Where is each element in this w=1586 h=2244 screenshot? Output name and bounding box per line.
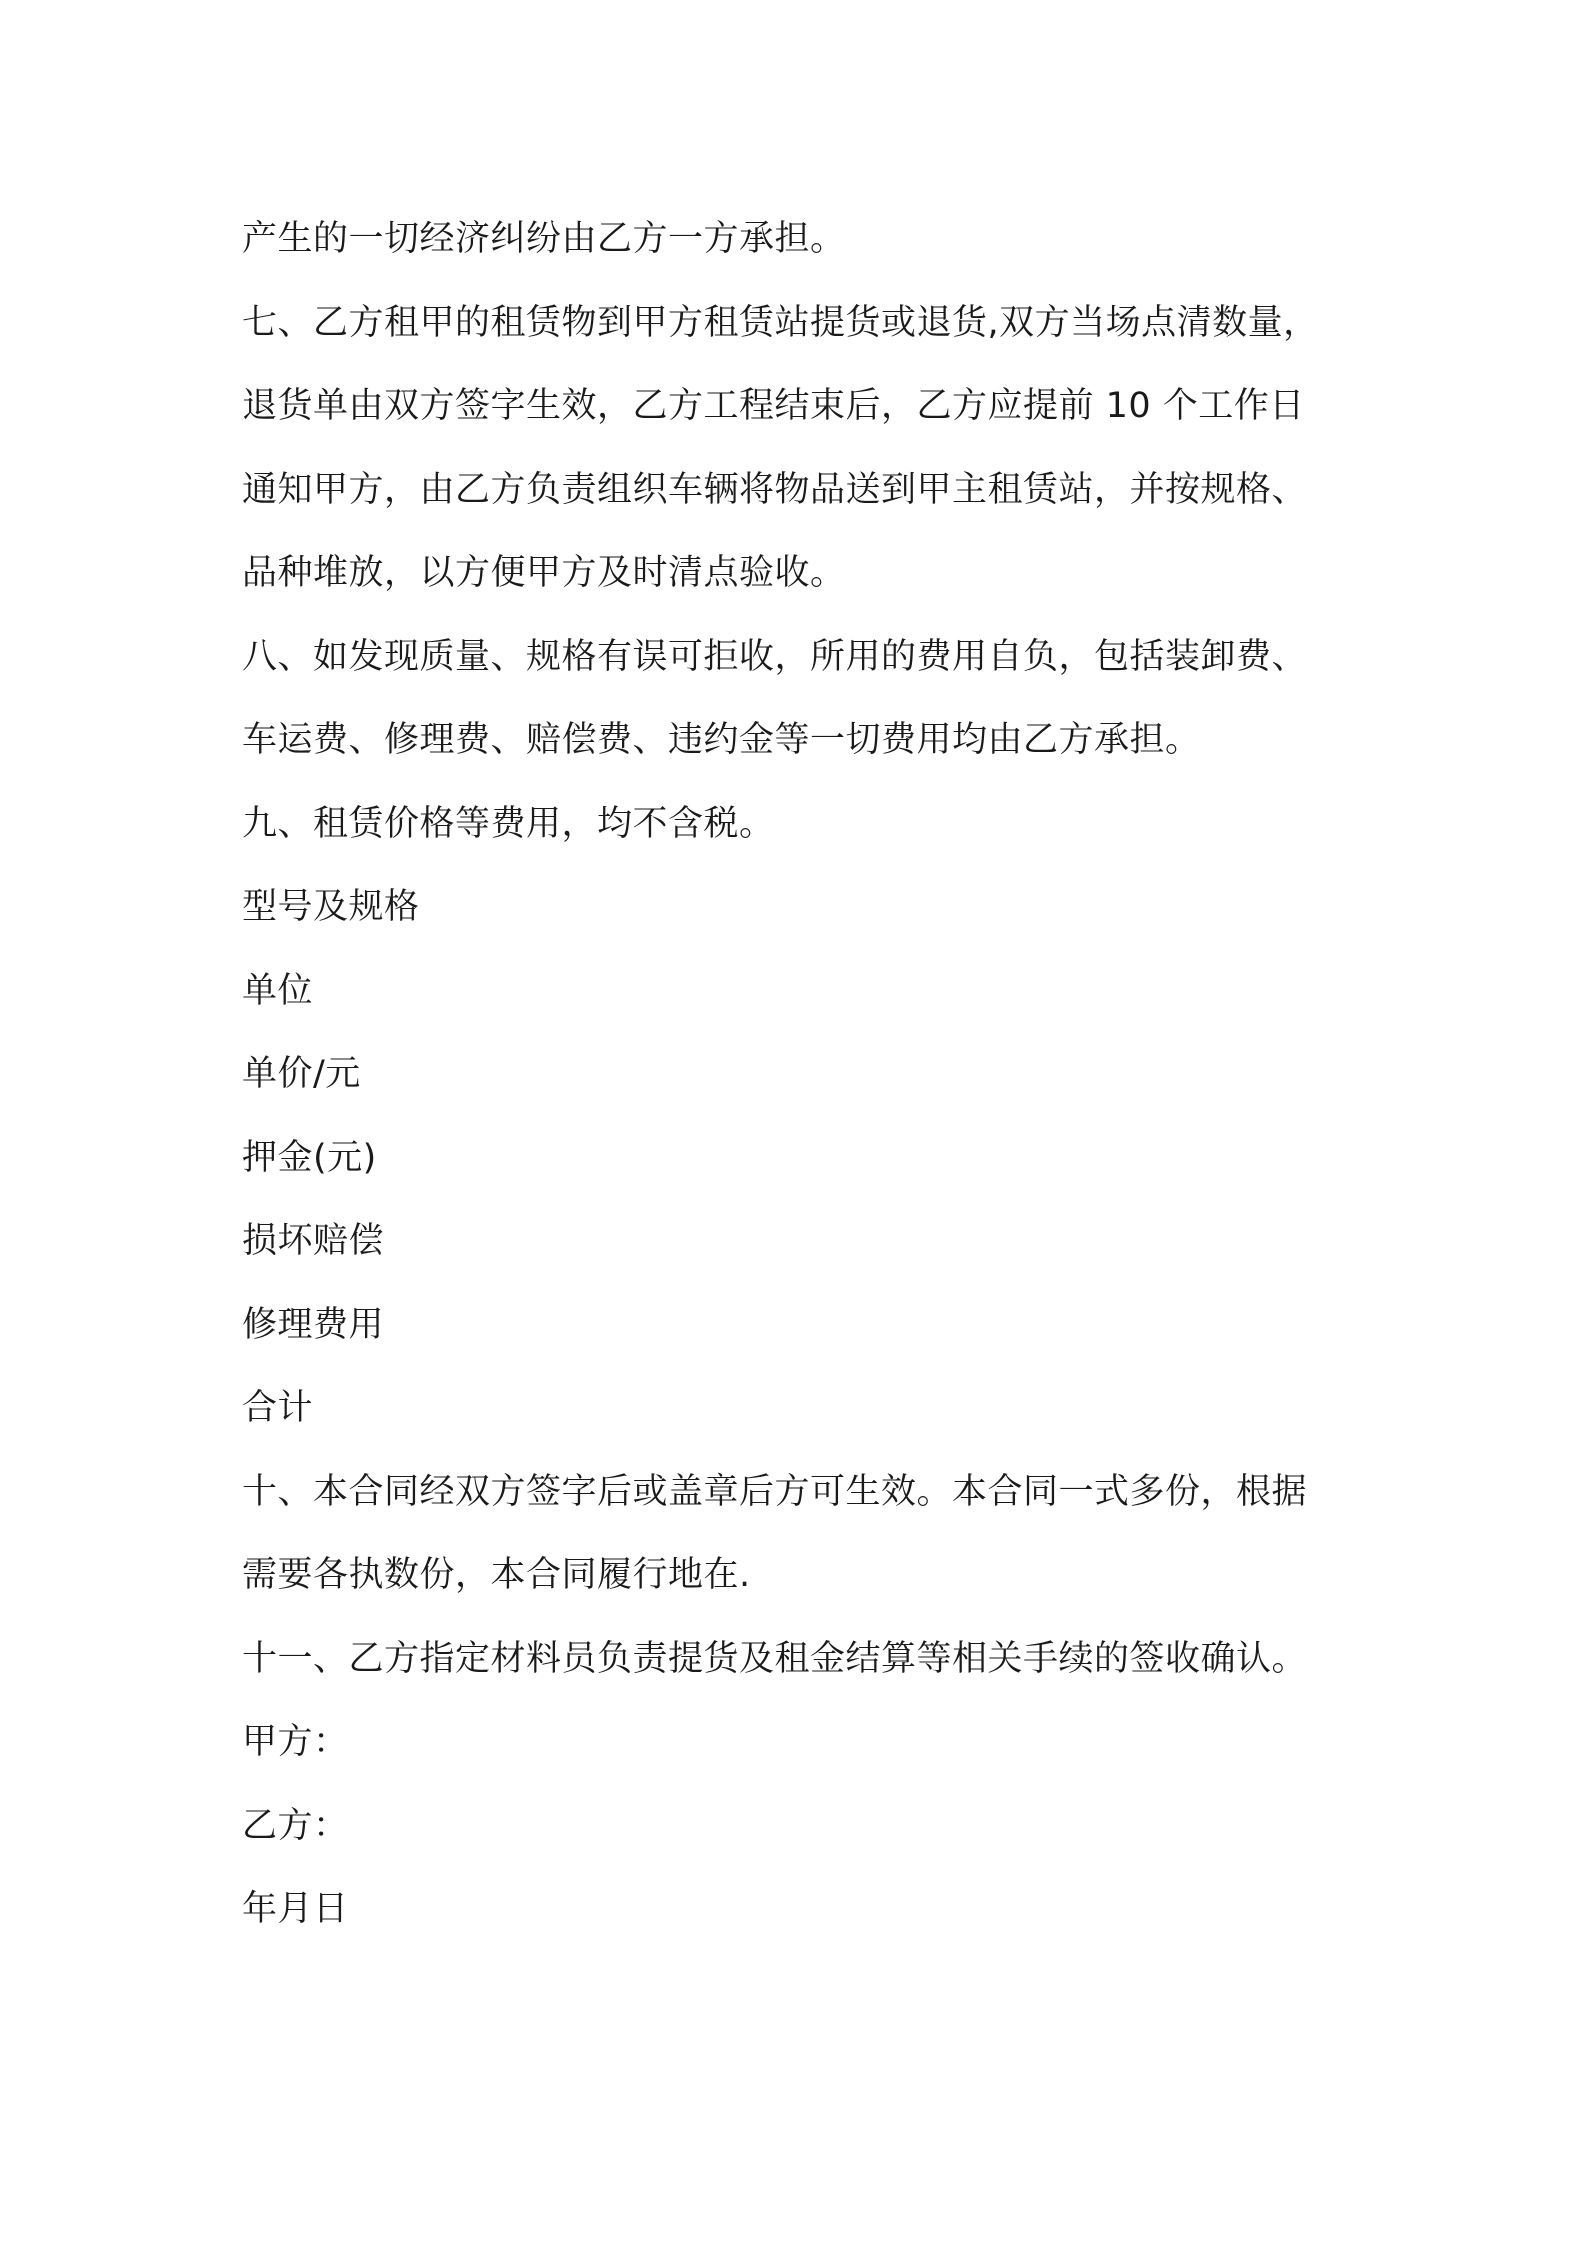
clause-9: 九、租赁价格等费用，均不含税。 <box>242 803 775 844</box>
signature-party-a: 甲方： <box>242 1722 349 1762</box>
signature-date: 年月日 <box>242 1889 349 1929</box>
clause-10-line-2: 需要各执数份，本合同履行地在. <box>242 1555 751 1595</box>
clause-8-line-1: 八、如发现质量、规格有误可拒收，所用的费用自负，包括装卸费、 <box>242 636 1308 677</box>
price-field-model-spec: 型号及规格 <box>242 887 420 927</box>
price-field-total: 合计 <box>242 1388 314 1428</box>
price-field-damage-compensation: 损坏赔偿 <box>242 1221 385 1261</box>
clause-7-line-2: 退货单由双方签字生效，乙方工程结束后，乙方应提前 10 个工作日 <box>242 386 1305 426</box>
price-field-repair-cost: 修理费用 <box>242 1304 385 1345</box>
clause-7-line-4: 品种堆放，以方便甲方及时清点验收。 <box>242 553 846 593</box>
price-field-deposit: 押金(元) <box>242 1137 377 1178</box>
clause-7-line-3: 通知甲方，由乙方负责组织车辆将物品送到甲主租赁站，并按规格、 <box>242 469 1308 510</box>
document-body <box>242 198 1362 1952</box>
clause-11: 十一、乙方指定材料员负责提货及租金结算等相关手续的签收确认。 <box>242 1638 1308 1679</box>
clause-6-continuation: 产生的一切经济纠纷由乙方一方承担。 <box>242 219 846 259</box>
price-field-unit: 单位 <box>242 970 314 1011</box>
signature-party-b: 乙方： <box>242 1805 349 1846</box>
price-field-unit-price: 单价/元 <box>242 1054 361 1094</box>
clause-8-line-2: 车运费、修理费、赔偿费、违约金等一切费用均由乙方承担。 <box>242 720 1201 760</box>
clause-7-line-1: 七、乙方租甲的租赁物到甲方租赁站提货或退货,双方当场点清数量， <box>242 302 1319 343</box>
clause-10-line-1: 十、本合同经双方签字后或盖章后方可生效。本合同一式多份，根据 <box>242 1471 1308 1512</box>
